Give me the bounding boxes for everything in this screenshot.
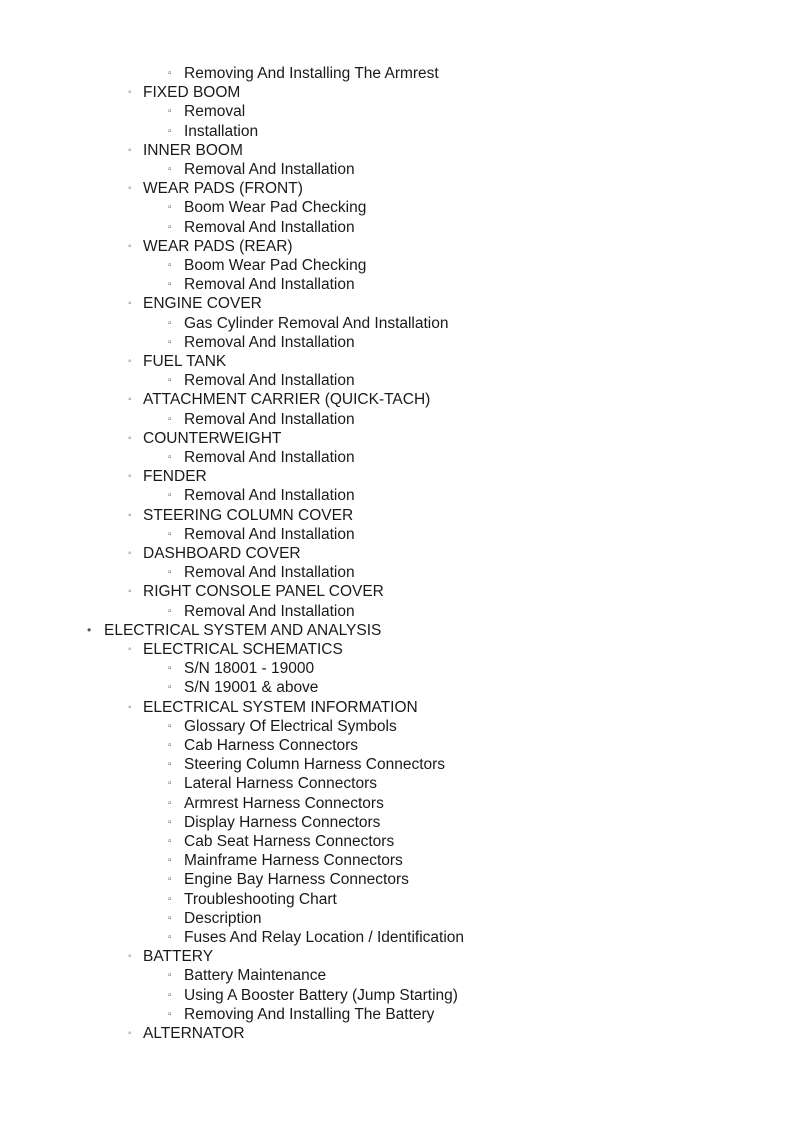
- bullet-icon: ◦: [128, 394, 132, 406]
- bullet-icon: ◦: [128, 240, 132, 252]
- bullet-icon: ◦: [128, 144, 132, 156]
- bullet-icon: ◦: [128, 701, 132, 713]
- bullet-icon: ◦: [128, 509, 132, 521]
- toc-entry-text: Glossary Of Electrical Symbols: [184, 717, 397, 735]
- toc-entry-text: STEERING COLUMN COVER: [143, 506, 354, 524]
- toc-entry-text: Steering Column Harness Connectors: [184, 756, 446, 774]
- bullet-icon: ◦: [128, 548, 132, 559]
- toc-entry-text: FENDER: [143, 468, 207, 486]
- toc-entry-text: Cab Harness Connectors: [184, 737, 359, 754]
- toc-entry-text: ALTERNATOR: [143, 1025, 245, 1042]
- bullet-icon: ▫: [168, 164, 172, 175]
- toc-entry-text: S/N 18001 - 19000: [184, 660, 315, 678]
- bullet-icon: ▫: [168, 682, 172, 694]
- toc-entry-text: BATTERY: [143, 948, 214, 966]
- toc-entry-text: RIGHT CONSOLE PANEL COVER: [143, 583, 384, 601]
- toc-entry-text: WEAR PADS (FRONT): [143, 180, 303, 198]
- bullet-icon: ◦: [128, 432, 132, 444]
- toc-entry-text: FIXED BOOM: [143, 84, 241, 102]
- toc-entry-text: WEAR PADS (REAR): [143, 237, 293, 255]
- toc-entry-text: DASHBOARD COVER: [143, 545, 301, 562]
- toc-entry-text: Removal And Installation: [184, 161, 355, 178]
- bullet-icon: ▫: [168, 567, 172, 579]
- bullet-icon: ▫: [168, 989, 172, 1001]
- bullet-icon: ▫: [168, 663, 172, 675]
- bullet-icon: ▫: [168, 413, 172, 425]
- bullet-icon: ▫: [168, 605, 172, 617]
- toc-entry-text: Using A Booster Battery (Jump Starting): [184, 986, 458, 1004]
- bullet-icon: ▫: [168, 68, 172, 79]
- toc-entry-text: Removal And Installation: [184, 602, 355, 620]
- bullet-icon: ▫: [168, 893, 172, 905]
- bullet-icon: ▫: [168, 336, 172, 348]
- toc-entry-text: Armrest Harness Connectors: [184, 794, 384, 812]
- toc-entry-text: INNER BOOM: [143, 141, 243, 159]
- toc-entry-text: Removal And Installation: [184, 276, 355, 294]
- toc-entry-text: FUEL TANK: [143, 353, 227, 370]
- bullet-icon: ◦: [128, 586, 132, 598]
- toc-entry-text: Removal And Installation: [184, 525, 355, 543]
- bullet-icon: ▫: [168, 106, 172, 118]
- toc-entry-text: Removal And Installation: [184, 487, 355, 505]
- bullet-icon: ▫: [168, 317, 172, 329]
- bullet-icon: ▫: [168, 855, 172, 867]
- bullet-icon: ▫: [168, 740, 172, 751]
- bullet-icon: ▫: [168, 375, 172, 387]
- toc-entry-text: Lateral Harness Connectors: [184, 775, 377, 793]
- toc-entry-text: S/N 19001 & above: [184, 679, 319, 697]
- toc-entry-text: Description: [184, 909, 262, 927]
- bullet-icon: ◦: [128, 1028, 132, 1039]
- toc-entry-text: Installation: [184, 122, 259, 140]
- bullet-icon: ▫: [168, 797, 172, 809]
- toc-entry-text: Removing And Installing The Battery: [184, 1005, 435, 1023]
- toc-entry-text: Fuses And Relay Location / Identification: [184, 929, 465, 946]
- toc-entry-text: Boom Wear Pad Checking: [184, 257, 367, 274]
- bullet-icon: ▫: [168, 778, 172, 790]
- bullet-icon: •: [87, 622, 92, 637]
- toc-entry-text: Gas Cylinder Removal And Installation: [184, 314, 449, 332]
- bullet-icon: ▫: [168, 202, 172, 214]
- bullet-icon: ▫: [168, 528, 172, 540]
- bullet-icon: ▫: [168, 816, 172, 828]
- toc-entry-text: Removal And Installation: [184, 218, 355, 236]
- bullet-icon: ◦: [128, 298, 132, 310]
- toc-entry-text: ELECTRICAL SYSTEM AND ANALYSIS: [104, 621, 382, 639]
- toc-entry-text: Mainframe Harness Connectors: [184, 852, 403, 870]
- toc-entry-text: Removal And Installation: [184, 333, 355, 351]
- bullet-icon: ◦: [128, 951, 132, 963]
- toc-entry-text: ENGINE COVER: [143, 295, 262, 313]
- bullet-icon: ▫: [168, 874, 172, 886]
- toc-entry-text: ELECTRICAL SCHEMATICS: [143, 641, 343, 658]
- toc-entry-text: Boom Wear Pad Checking: [184, 199, 367, 217]
- bullet-icon: ◦: [128, 87, 132, 99]
- toc-entry-text: ATTACHMENT CARRIER (QUICK-TACH): [143, 391, 431, 409]
- bullet-icon: ▫: [168, 490, 172, 502]
- bullet-icon: ◦: [128, 183, 132, 195]
- toc-entry-text: ELECTRICAL SYSTEM INFORMATION: [143, 698, 418, 716]
- bullet-icon: ▫: [168, 720, 172, 732]
- bullet-icon: ◦: [128, 356, 132, 367]
- toc-entry-text: Removal: [184, 103, 246, 121]
- bullet-icon: ▫: [168, 221, 172, 233]
- toc-entry-text: Battery Maintenance: [184, 967, 327, 985]
- toc-entry-text: Cab Seat Harness Connectors: [184, 833, 395, 850]
- toc-entry-text: Removing And Installing The Armrest: [184, 65, 439, 82]
- bullet-icon: ▫: [168, 279, 172, 291]
- bullet-icon: ▫: [168, 125, 172, 137]
- toc-entry-text: Removal And Installation: [184, 372, 355, 390]
- bullet-icon: ▫: [168, 932, 172, 943]
- toc-entry-text: COUNTERWEIGHT: [143, 429, 282, 447]
- bullet-icon: ▫: [168, 1008, 172, 1020]
- bullet-icon: ◦: [128, 471, 132, 483]
- bullet-icon: ▫: [168, 836, 172, 847]
- toc-entry-text: Removal And Installation: [184, 564, 355, 582]
- toc-entry-text: Troubleshooting Chart: [184, 890, 337, 908]
- bullet-icon: ▫: [168, 912, 172, 924]
- toc-entry-text: Removal And Installation: [184, 410, 355, 428]
- bullet-icon: ◦: [128, 644, 132, 655]
- toc-entry-text: Engine Bay Harness Connectors: [184, 871, 409, 889]
- bullet-icon: ▫: [168, 970, 172, 982]
- bullet-icon: ▫: [168, 260, 172, 271]
- bullet-icon: ▫: [168, 759, 172, 771]
- toc-entry-text: Removal And Installation: [184, 449, 355, 466]
- toc-entry-text: Display Harness Connectors: [184, 813, 381, 831]
- bullet-icon: ▫: [168, 452, 172, 463]
